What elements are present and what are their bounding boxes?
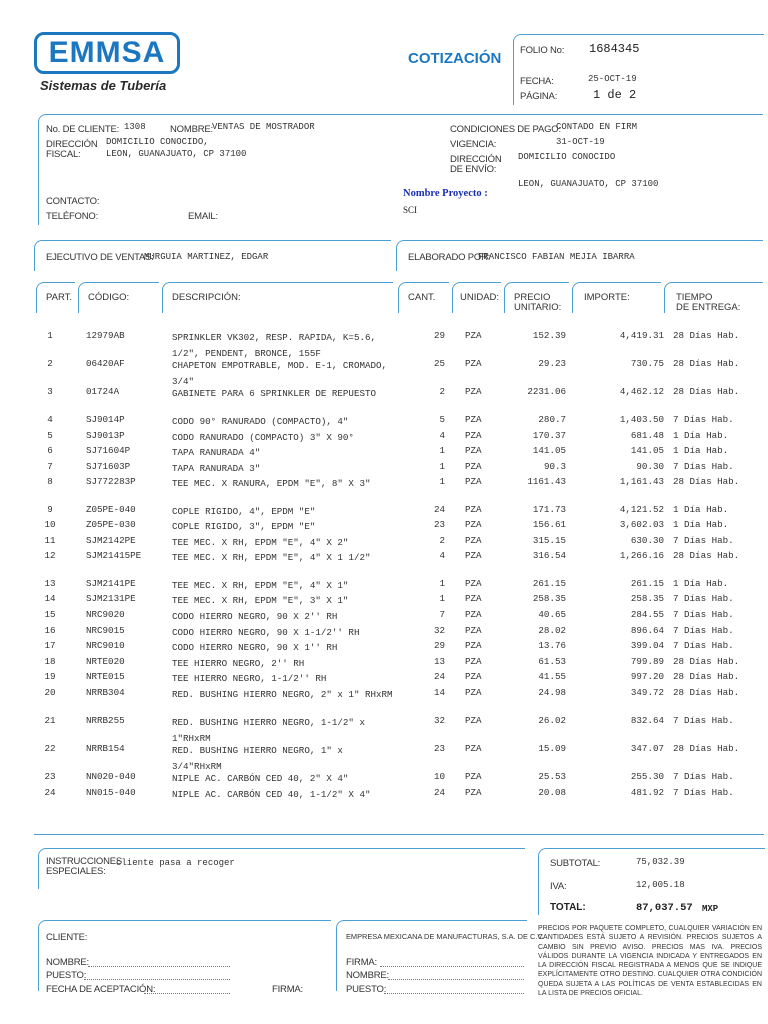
row-amount: 255.30 bbox=[630, 771, 664, 782]
row-delivery-time: 1 Día Hab. bbox=[673, 578, 729, 589]
row-delivery-time: 7 Días Hab. bbox=[673, 414, 734, 425]
row-delivery-time: 7 Días Hab. bbox=[673, 625, 734, 636]
row-code: NRTE015 bbox=[86, 671, 125, 682]
row-unit: PZA bbox=[465, 476, 482, 487]
row-description: COPLE RIGIDO, 3", EPDM "E" bbox=[172, 521, 316, 532]
header-amount: IMPORTE: bbox=[584, 292, 630, 303]
shipping-address-line2: LEON, GUANAJUATO, CP 37100 bbox=[518, 179, 659, 189]
row-amount: 1,266.16 bbox=[619, 550, 664, 561]
row-delivery-time: 1 Día Hab. bbox=[673, 430, 729, 441]
instructions-label-2: ESPECIALES: bbox=[46, 866, 106, 877]
row-delivery-time: 7 Días Hab. bbox=[673, 461, 734, 472]
row-quantity: 7 bbox=[439, 609, 445, 620]
row-code: SJM2131PE bbox=[86, 593, 136, 604]
row-delivery-time: 7 Días Hab. bbox=[673, 640, 734, 651]
row-unit: PZA bbox=[465, 578, 482, 589]
company-position-line bbox=[384, 993, 524, 994]
row-description: RED. BUSHING HIERRO NEGRO, 2" x 1" RHxRM bbox=[172, 689, 393, 700]
row-part: 11 bbox=[44, 535, 56, 546]
row-part: 15 bbox=[44, 609, 56, 620]
row-amount: 630.30 bbox=[630, 535, 664, 546]
row-part: 19 bbox=[44, 671, 56, 682]
email-label: EMAIL: bbox=[188, 211, 218, 222]
row-unit-price: 24.98 bbox=[538, 687, 566, 698]
row-description: TAPA RANURADA 3" bbox=[172, 463, 261, 474]
row-unit-price: 41.55 bbox=[538, 671, 566, 682]
row-delivery-time: 28 Días Hab. bbox=[673, 386, 740, 397]
header-quantity: CANT. bbox=[408, 292, 436, 303]
company-signature-label: FIRMA: bbox=[346, 957, 377, 968]
row-unit: PZA bbox=[465, 640, 482, 651]
row-delivery-time: 7 Días Hab. bbox=[673, 787, 734, 798]
row-unit: PZA bbox=[465, 504, 482, 515]
row-amount: 997.20 bbox=[630, 671, 664, 682]
row-description: COPLE RIGIDO, 4", EPDM "E" bbox=[172, 506, 316, 517]
header-unit: UNIDAD: bbox=[460, 292, 500, 303]
row-unit-price: 170.37 bbox=[532, 430, 566, 441]
row-quantity: 1 bbox=[439, 445, 445, 456]
row-quantity: 24 bbox=[433, 787, 445, 798]
client-name-line bbox=[88, 966, 230, 967]
row-delivery-time: 7 Días Hab. bbox=[673, 715, 734, 726]
row-part: 8 bbox=[47, 476, 53, 487]
row-quantity: 2 bbox=[439, 535, 445, 546]
row-code: SJM21415PE bbox=[86, 550, 142, 561]
row-delivery-time: 7 Días Hab. bbox=[673, 771, 734, 782]
row-unit: PZA bbox=[465, 593, 482, 604]
row-quantity: 32 bbox=[433, 715, 445, 726]
row-amount: 90.30 bbox=[636, 461, 664, 472]
row-description: RED. BUSHING HIERRO NEGRO, 1-1/2" x 1"RHxRM bbox=[172, 717, 365, 744]
row-code: SJ71603P bbox=[86, 461, 131, 472]
row-part: 10 bbox=[44, 519, 56, 530]
row-unit: PZA bbox=[465, 461, 482, 472]
prepared-by-label: ELABORADO POR: bbox=[408, 252, 491, 263]
sales-exec-value: MURGUIA MARTINEZ, EDGAR bbox=[144, 252, 269, 262]
row-description: CODO HIERRO NEGRO, 90 X 1-1/2'' RH bbox=[172, 627, 360, 638]
row-unit-price: 152.39 bbox=[532, 330, 566, 341]
row-part: 2 bbox=[47, 358, 53, 369]
row-quantity: 14 bbox=[433, 687, 445, 698]
row-amount: 1,403.50 bbox=[619, 414, 664, 425]
row-unit-price: 20.08 bbox=[538, 787, 566, 798]
row-amount: 4,462.12 bbox=[619, 386, 664, 397]
row-delivery-time: 1 Día Hab. bbox=[673, 445, 729, 456]
row-code: 01724A bbox=[86, 386, 120, 397]
header-part: PART. bbox=[46, 292, 73, 303]
row-part: 14 bbox=[44, 593, 56, 604]
company-name-line bbox=[388, 979, 524, 980]
row-unit-price: 258.35 bbox=[532, 593, 566, 604]
row-part: 6 bbox=[47, 445, 53, 456]
row-unit: PZA bbox=[465, 671, 482, 682]
fiscal-address-line2: LEON, GUANAJUATO, CP 37100 bbox=[106, 149, 247, 159]
row-amount: 258.35 bbox=[630, 593, 664, 604]
row-unit-price: 15.09 bbox=[538, 743, 566, 754]
client-name-label: NOMBRE: bbox=[170, 124, 213, 135]
row-part: 4 bbox=[47, 414, 53, 425]
logo-tagline: Sistemas de Tubería bbox=[40, 78, 167, 93]
row-amount: 4,419.31 bbox=[619, 330, 664, 341]
row-unit: PZA bbox=[465, 330, 482, 341]
row-part: 12 bbox=[44, 550, 56, 561]
row-quantity: 10 bbox=[433, 771, 445, 782]
header-delivery-2: DE ENTREGA: bbox=[676, 302, 741, 313]
row-code: NRC9010 bbox=[86, 640, 125, 651]
row-delivery-time: 28 Días Hab. bbox=[673, 671, 740, 682]
row-description: TEE MEC. X RH, EPDM "E", 3" X 1" bbox=[172, 595, 349, 606]
shipping-address-line1: DOMICILIO CONOCIDO bbox=[518, 152, 616, 162]
row-amount: 681.48 bbox=[630, 430, 664, 441]
row-unit: PZA bbox=[465, 430, 482, 441]
client-section bbox=[38, 114, 763, 225]
row-part: 22 bbox=[44, 743, 56, 754]
payment-terms-value: CONTADO EN FIRM bbox=[556, 122, 638, 132]
row-amount: 347.07 bbox=[630, 743, 664, 754]
row-part: 23 bbox=[44, 771, 56, 782]
row-description: TEE MEC. X RH, EPDM "E", 4" X 2" bbox=[172, 537, 349, 548]
row-amount: 284.55 bbox=[630, 609, 664, 620]
row-quantity: 25 bbox=[433, 358, 445, 369]
shipping-address-label-2: DE ENVÍO: bbox=[450, 164, 497, 175]
row-description: CODO HIERRO NEGRO, 90 X 1'' RH bbox=[172, 642, 338, 653]
company-signature-line bbox=[380, 966, 524, 967]
row-unit: PZA bbox=[465, 414, 482, 425]
row-code: 12979AB bbox=[86, 330, 125, 341]
instructions-value: cliente pasa a recoger bbox=[116, 858, 235, 868]
row-delivery-time: 28 Días Hab. bbox=[673, 358, 740, 369]
shipping-address-label-1: DIRECCIÓN bbox=[450, 154, 502, 165]
row-unit-price: 1161.43 bbox=[527, 476, 566, 487]
fiscal-address-label-2: FISCAL: bbox=[46, 149, 81, 160]
folio-label: FOLIO No: bbox=[520, 45, 565, 56]
row-unit-price: 61.53 bbox=[538, 656, 566, 667]
project-name-value: SCI bbox=[403, 205, 418, 215]
row-unit-price: 316.54 bbox=[532, 550, 566, 561]
row-delivery-time: 28 Días Hab. bbox=[673, 476, 740, 487]
row-unit: PZA bbox=[465, 687, 482, 698]
row-code: Z05PE-030 bbox=[86, 519, 136, 530]
project-name-label: Nombre Proyecto : bbox=[403, 188, 488, 199]
row-amount: 730.75 bbox=[630, 358, 664, 369]
row-unit-price: 141.05 bbox=[532, 445, 566, 456]
row-unit: PZA bbox=[465, 787, 482, 798]
row-description: TEE MEC. X RH, EPDM "E", 4" X 1" bbox=[172, 580, 349, 591]
row-description: NIPLE AC. CARBÓN CED 40, 1-1/2" X 4" bbox=[172, 789, 371, 800]
row-unit: PZA bbox=[465, 771, 482, 782]
row-quantity: 29 bbox=[433, 640, 445, 651]
row-unit: PZA bbox=[465, 743, 482, 754]
row-code: NRC9020 bbox=[86, 609, 125, 620]
acceptance-date-line bbox=[144, 993, 230, 994]
row-delivery-time: 7 Días Hab. bbox=[673, 593, 734, 604]
row-code: NRTE020 bbox=[86, 656, 125, 667]
row-unit-price: 29.23 bbox=[538, 358, 566, 369]
fiscal-address-label-1: DIRECCIÓN bbox=[46, 139, 98, 150]
row-code: SJM2141PE bbox=[86, 578, 136, 589]
logo-text: EMMSA bbox=[48, 36, 166, 69]
instructions-label-1: INSTRUCCIONES bbox=[46, 856, 123, 867]
fecha-value: 25-OCT-19 bbox=[588, 74, 637, 84]
row-code: SJ71604P bbox=[86, 445, 131, 456]
company-logo bbox=[34, 32, 180, 74]
row-code: NN015-040 bbox=[86, 787, 136, 798]
client-number-label: No. DE CLIENTE: bbox=[46, 124, 120, 135]
row-amount: 832.64 bbox=[630, 715, 664, 726]
row-description: TAPA RANURADA 4" bbox=[172, 447, 261, 458]
row-amount: 141.05 bbox=[630, 445, 664, 456]
row-unit: PZA bbox=[465, 535, 482, 546]
row-delivery-time: 28 Días Hab. bbox=[673, 550, 740, 561]
row-unit-price: 28.02 bbox=[538, 625, 566, 636]
row-delivery-time: 1 Día Hab. bbox=[673, 519, 729, 530]
client-position-line bbox=[84, 979, 230, 980]
row-amount: 481.92 bbox=[630, 787, 664, 798]
row-part: 13 bbox=[44, 578, 56, 589]
row-code: SJM2142PE bbox=[86, 535, 136, 546]
client-sign-name-label: NOMBRE: bbox=[46, 957, 89, 968]
row-description: TEE MEC. X RH, EPDM "E", 4" X 1 1/2" bbox=[172, 552, 371, 563]
row-description: RED. BUSHING HIERRO NEGRO, 1" x 3/4"RHxRM bbox=[172, 745, 343, 772]
client-name-value: VENTAS DE MOSTRADOR bbox=[212, 122, 315, 132]
row-unit: PZA bbox=[465, 715, 482, 726]
row-quantity: 2 bbox=[439, 386, 445, 397]
telefono-label: TELÉFONO: bbox=[46, 211, 99, 222]
fecha-label: FECHA: bbox=[520, 76, 554, 87]
row-unit: PZA bbox=[465, 550, 482, 561]
company-name: EMPRESA MEXICANA DE MANUFACTURAS, S.A. DE C.V. bbox=[346, 932, 544, 941]
row-amount: 1,161.43 bbox=[619, 476, 664, 487]
header-description: DESCRIPCIÓN: bbox=[172, 292, 241, 303]
row-amount: 3,602.03 bbox=[619, 519, 664, 530]
row-code: NRRB255 bbox=[86, 715, 125, 726]
pagina-value: 1 de 2 bbox=[593, 88, 637, 102]
row-amount: 349.72 bbox=[630, 687, 664, 698]
row-unit-price: 25.53 bbox=[538, 771, 566, 782]
row-code: NRRB304 bbox=[86, 687, 125, 698]
row-quantity: 24 bbox=[433, 504, 445, 515]
row-code: SJ9013P bbox=[86, 430, 125, 441]
total-value: 87,037.57 bbox=[636, 902, 693, 914]
client-sign-position-label: PUESTO: bbox=[46, 970, 87, 981]
total-label: TOTAL: bbox=[550, 902, 586, 913]
row-unit: PZA bbox=[465, 609, 482, 620]
payment-terms-label: CONDICIONES DE PAGO: bbox=[450, 124, 561, 135]
row-unit: PZA bbox=[465, 625, 482, 636]
row-code: NRC9015 bbox=[86, 625, 125, 636]
row-unit-price: 90.3 bbox=[543, 461, 566, 472]
row-quantity: 32 bbox=[433, 625, 445, 636]
row-unit: PZA bbox=[465, 386, 482, 397]
row-amount: 399.04 bbox=[630, 640, 664, 651]
contacto-label: CONTACTO: bbox=[46, 196, 100, 207]
row-part: 21 bbox=[44, 715, 56, 726]
company-sign-position-label: PUESTO: bbox=[346, 984, 387, 995]
row-unit: PZA bbox=[465, 519, 482, 530]
header-unit-price-1: PRECIO bbox=[514, 292, 551, 303]
footer-separator bbox=[34, 834, 764, 835]
row-code: SJ772283P bbox=[86, 476, 136, 487]
row-description: SPRINKLER VK302, RESP. RAPIDA, K=5.6, 1/2", PENDENT, BRONCE, 155F bbox=[172, 332, 376, 359]
row-delivery-time: 7 Días Hab. bbox=[673, 609, 734, 620]
header-unit-price-2: UNITARIO: bbox=[514, 302, 562, 313]
row-unit: PZA bbox=[465, 445, 482, 456]
row-amount: 4,121.52 bbox=[619, 504, 664, 515]
row-unit-price: 280.7 bbox=[538, 414, 566, 425]
client-signature-label: FIRMA: bbox=[272, 984, 303, 995]
acceptance-date-label: FECHA DE ACEPTACIÓN: bbox=[46, 984, 156, 995]
row-part: 5 bbox=[47, 430, 53, 441]
row-amount: 896.64 bbox=[630, 625, 664, 636]
document-title: COTIZACIÓN bbox=[408, 50, 502, 67]
row-code: NN020-040 bbox=[86, 771, 136, 782]
row-unit-price: 13.76 bbox=[538, 640, 566, 651]
row-quantity: 29 bbox=[433, 330, 445, 341]
row-unit-price: 40.65 bbox=[538, 609, 566, 620]
row-code: 06420AF bbox=[86, 358, 125, 369]
row-quantity: 4 bbox=[439, 550, 445, 561]
row-unit-price: 2231.06 bbox=[527, 386, 566, 397]
client-number-value: 1308 bbox=[124, 122, 146, 132]
row-description: GABINETE PARA 6 SPRINKLER DE REPUESTO bbox=[172, 388, 376, 399]
iva-label: IVA: bbox=[550, 881, 567, 892]
row-part: 20 bbox=[44, 687, 56, 698]
prepared-by-value: FRANCISCO FABIAN MEJIA IBARRA bbox=[478, 252, 635, 262]
row-description: NIPLE AC. CARBÓN CED 40, 2" X 4" bbox=[172, 773, 349, 784]
terms-footnote: PRECIOS POR PAQUETE COMPLETO, CUALQUIER VARIACIÓN EN CANTIDADES ESTÁ SUJETO A REVISIÓN. PRECIOS SUJETOS A CAMBIO SIN PREVIO AVISO. PRECIOS MAS IVA. PRECIOS VÁLIDOS DURANTE LA VIGENCIA INDICADA Y ENTREGADOS EN LA DIRECCIÓN FISCAL REGISTRADA A MENOS QUE SE INDIQUE EXPLÍCITAMENTE OTRO DESTINO. CUALQUIER OTRA CONDICIÓN QUEDA SUJETA A LAS POLÍTICAS DE VENTA ESTABLECIDAS EN LA LISTA DE PRECIOS OFICIAL. bbox=[538, 925, 762, 998]
row-quantity: 5 bbox=[439, 414, 445, 425]
row-quantity: 23 bbox=[433, 519, 445, 530]
row-unit-price: 171.73 bbox=[532, 504, 566, 515]
instructions-box bbox=[38, 848, 525, 889]
row-part: 7 bbox=[47, 461, 53, 472]
row-unit-price: 26.02 bbox=[538, 715, 566, 726]
folio-value: 1684345 bbox=[589, 42, 640, 56]
sales-exec-label: EJECUTIVO DE VENTAS: bbox=[46, 252, 154, 263]
row-amount: 261.15 bbox=[630, 578, 664, 589]
row-quantity: 1 bbox=[439, 476, 445, 487]
row-part: 17 bbox=[44, 640, 56, 651]
vigencia-label: VIGENCIA: bbox=[450, 139, 497, 150]
row-part: 1 bbox=[47, 330, 53, 341]
pagina-label: PÁGINA: bbox=[520, 91, 558, 102]
row-part: 9 bbox=[47, 504, 53, 515]
row-delivery-time: 28 Días Hab. bbox=[673, 687, 740, 698]
row-unit-price: 261.15 bbox=[532, 578, 566, 589]
header-code: CÓDIGO: bbox=[88, 292, 130, 303]
row-description: CODO HIERRO NEGRO, 90 X 2'' RH bbox=[172, 611, 338, 622]
row-delivery-time: 7 Días Hab. bbox=[673, 535, 734, 546]
row-quantity: 24 bbox=[433, 671, 445, 682]
row-part: 16 bbox=[44, 625, 56, 636]
row-code: NRRB154 bbox=[86, 743, 125, 754]
row-quantity: 4 bbox=[439, 430, 445, 441]
row-quantity: 13 bbox=[433, 656, 445, 667]
vigencia-value: 31-OCT-19 bbox=[556, 137, 605, 147]
row-description: TEE HIERRO NEGRO, 2'' RH bbox=[172, 658, 305, 669]
row-unit: PZA bbox=[465, 358, 482, 369]
row-unit-price: 156.61 bbox=[532, 519, 566, 530]
fiscal-address-line1: DOMICILIO CONOCIDO, bbox=[106, 137, 209, 147]
header-delivery-1: TIEMPO bbox=[676, 292, 713, 303]
client-sign-title: CLIENTE: bbox=[46, 932, 88, 943]
row-delivery-time: 1 Día Hab. bbox=[673, 504, 729, 515]
company-sign-name-label: NOMBRE: bbox=[346, 970, 389, 981]
row-part: 18 bbox=[44, 656, 56, 667]
row-part: 3 bbox=[47, 386, 53, 397]
currency: MXP bbox=[702, 904, 719, 914]
row-unit-price: 315.15 bbox=[532, 535, 566, 546]
row-quantity: 1 bbox=[439, 593, 445, 604]
row-description: TEE MEC. X RANURA, EPDM "E", 8" X 3" bbox=[172, 478, 371, 489]
iva-value: 12,005.18 bbox=[636, 880, 685, 890]
row-code: Z05PE-040 bbox=[86, 504, 136, 515]
row-code: SJ9014P bbox=[86, 414, 125, 425]
row-amount: 799.89 bbox=[630, 656, 664, 667]
row-quantity: 1 bbox=[439, 578, 445, 589]
row-quantity: 1 bbox=[439, 461, 445, 472]
row-delivery-time: 28 Días Hab. bbox=[673, 656, 740, 667]
row-quantity: 23 bbox=[433, 743, 445, 754]
row-description: CODO RANURADO (COMPACTO) 3" X 90° bbox=[172, 432, 354, 443]
row-description: CODO 90° RANURADO (COMPACTO), 4" bbox=[172, 416, 349, 427]
subtotal-label: SUBTOTAL: bbox=[550, 858, 601, 869]
row-description: CHAPETON EMPOTRABLE, MOD. E-1, CROMADO, 3/4" bbox=[172, 360, 388, 387]
row-delivery-time: 28 Días Hab. bbox=[673, 330, 740, 341]
row-delivery-time: 28 Días Hab. bbox=[673, 743, 740, 754]
row-part: 24 bbox=[44, 787, 56, 798]
row-description: TEE HIERRO NEGRO, 1-1/2'' RH bbox=[172, 673, 327, 684]
subtotal-value: 75,032.39 bbox=[636, 857, 685, 867]
row-unit: PZA bbox=[465, 656, 482, 667]
